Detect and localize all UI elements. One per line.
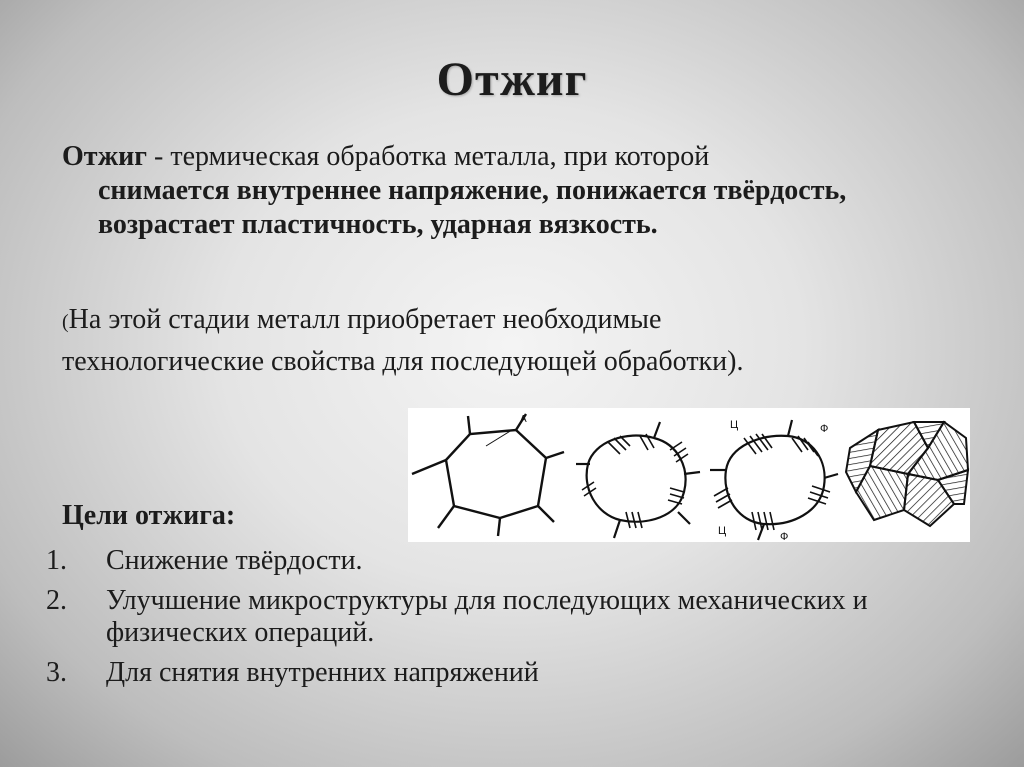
goal-item-3 — [46, 657, 946, 689]
goal-text: Улучшение микроструктуры для последующих механических и физических операций. — [106, 585, 868, 648]
label-c-top: Ц — [730, 419, 739, 431]
goal-text: Снижение твёрдости. — [106, 545, 363, 576]
goal-number: 3. — [46, 657, 67, 688]
goals-list — [46, 545, 946, 697]
grain-stage-1 — [412, 414, 564, 536]
note-text: На этой стадии металл приобретает необходимые технологические свойства для последующей обработки). — [62, 304, 744, 377]
nuclei-stage-3 — [714, 434, 830, 530]
microstructure-figure — [408, 408, 970, 542]
definition-lead: - термическая обработка металла, при которой — [147, 141, 710, 172]
definition-emphasis: снимается внутреннее напряжение, понижается твёрдость, возрастает пластичность, ударная вязкость. — [98, 175, 847, 240]
grain-stage-3 — [710, 420, 838, 540]
grain-stage-4 — [846, 422, 968, 526]
goal-text: Для снятия внутренних напряжений — [106, 657, 539, 688]
label-c-bottom: Ц — [718, 525, 727, 537]
goal-item-1 — [46, 545, 946, 577]
label-f-top: Ф — [820, 423, 829, 435]
goal-number: 1. — [46, 545, 67, 576]
note-open-paren: ( — [62, 311, 69, 333]
slide-title: Отжиг — [436, 53, 588, 106]
goal-item-2 — [46, 585, 946, 649]
note-paragraph — [62, 300, 802, 382]
definition-paragraph — [62, 140, 942, 242]
definition-term: Отжиг — [62, 141, 148, 172]
label-a: А — [520, 414, 527, 425]
label-f-bottom: Ф — [780, 531, 789, 542]
grain-stage-2 — [576, 422, 700, 538]
goals-heading: Цели отжига: — [62, 500, 236, 531]
goal-number: 2. — [46, 585, 67, 616]
